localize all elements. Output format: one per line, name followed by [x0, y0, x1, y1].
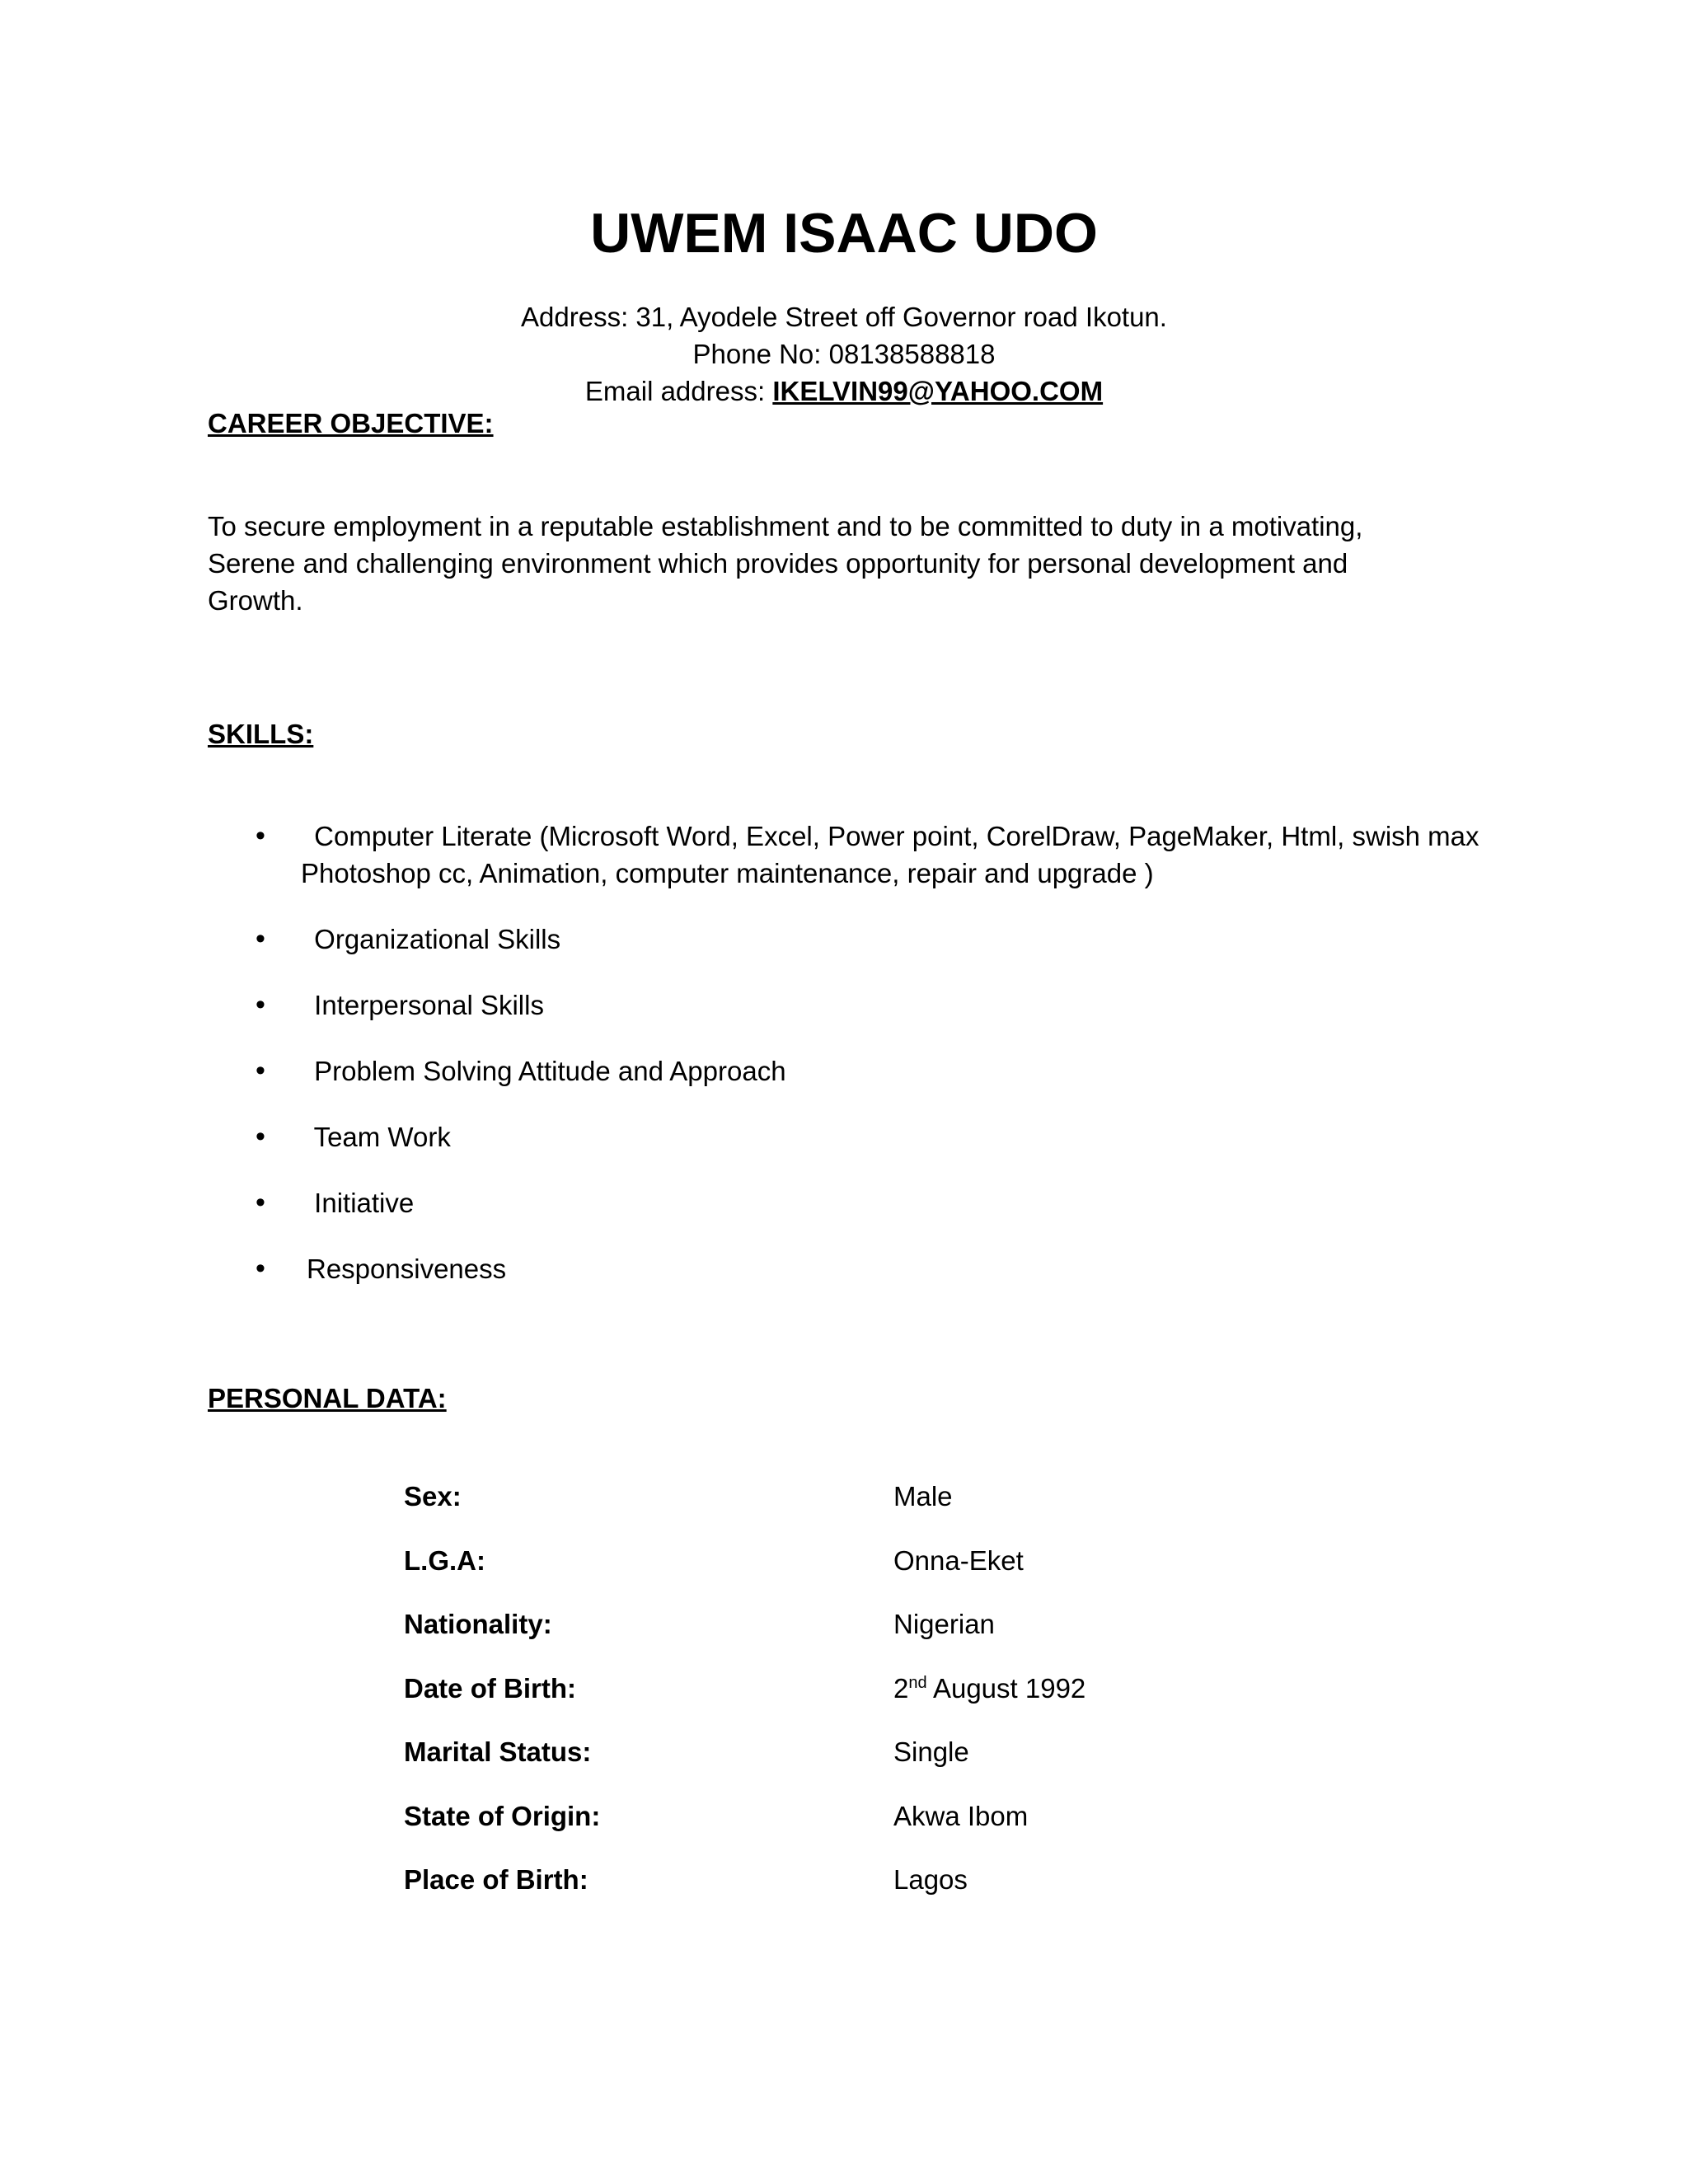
lga-label: L.G.A:	[404, 1545, 485, 1576]
applicant-name: UWEM ISAAC UDO	[590, 202, 1098, 265]
career-objective-heading: CAREER OBJECTIVE:	[208, 408, 494, 438]
state-of-origin-label: State of Origin:	[404, 1801, 601, 1831]
email-label: Email address:	[584, 376, 773, 406]
marital-status-value: Single	[893, 1736, 969, 1767]
skill-text	[301, 818, 1479, 892]
skill-text: Problem Solving Attitude and Approach	[307, 1056, 786, 1086]
objective-line: Serene and challenging environment which provides opportunity for personal development and	[208, 548, 1348, 579]
contact-block	[0, 298, 1688, 410]
sex-value: Male	[893, 1481, 953, 1511]
bullet-icon: •	[256, 923, 265, 954]
skills-heading: SKILLS:	[208, 719, 314, 749]
marital-status-label: Marital Status:	[404, 1736, 592, 1767]
skill-line: Photoshop cc, Animation, computer maintenance, repair and upgrade )	[301, 858, 1154, 888]
skill-text: Interpersonal Skills	[307, 990, 544, 1020]
career-objective-text	[208, 508, 1461, 619]
state-of-origin-value: Akwa Ibom	[893, 1801, 1029, 1831]
skill-text: Initiative	[307, 1188, 415, 1218]
email-link[interactable]: IKELVIN99@YAHOO.COM	[772, 376, 1104, 406]
phone-line: Phone No: 08138588818	[692, 339, 996, 369]
objective-line: To secure employment in a reputable establishment and to be committed to duty in a motivating,	[208, 511, 1363, 541]
bullet-icon: •	[256, 820, 265, 851]
bullet-icon: •	[256, 1055, 265, 1086]
personal-data-heading: PERSONAL DATA:	[208, 1383, 447, 1413]
birth-day: 2	[893, 1673, 909, 1704]
birth-month-year: August 1992	[926, 1673, 1086, 1704]
lga-value: Onna-Eket	[893, 1545, 1024, 1576]
skill-text: Responsiveness	[307, 1254, 507, 1284]
skill-text: Organizational Skills	[307, 924, 561, 954]
nationality-label: Nationality:	[404, 1609, 552, 1639]
nationality-value: Nigerian	[893, 1609, 995, 1639]
birth-day-suffix: nd	[908, 1674, 927, 1692]
place-of-birth-value: Lagos	[893, 1864, 968, 1895]
date-of-birth-value	[893, 1670, 1085, 1707]
bullet-icon: •	[256, 989, 265, 1020]
sex-label: Sex:	[404, 1481, 462, 1511]
skill-text: Team Work	[307, 1122, 451, 1152]
bullet-icon: •	[256, 1121, 265, 1152]
bullet-icon: •	[256, 1187, 265, 1218]
objective-line: Growth.	[208, 585, 303, 616]
email-line	[0, 373, 1688, 410]
place-of-birth-label: Place of Birth:	[404, 1864, 588, 1895]
date-of-birth-label: Date of Birth:	[404, 1673, 576, 1704]
address-line: Address: 31, Ayodele Street off Governor road Ikotun.	[521, 302, 1167, 332]
skill-line: Computer Literate (Microsoft Word, Excel, Power point, CorelDraw, PageMaker, Html, swish max	[307, 821, 1479, 851]
bullet-icon: •	[256, 1253, 265, 1284]
